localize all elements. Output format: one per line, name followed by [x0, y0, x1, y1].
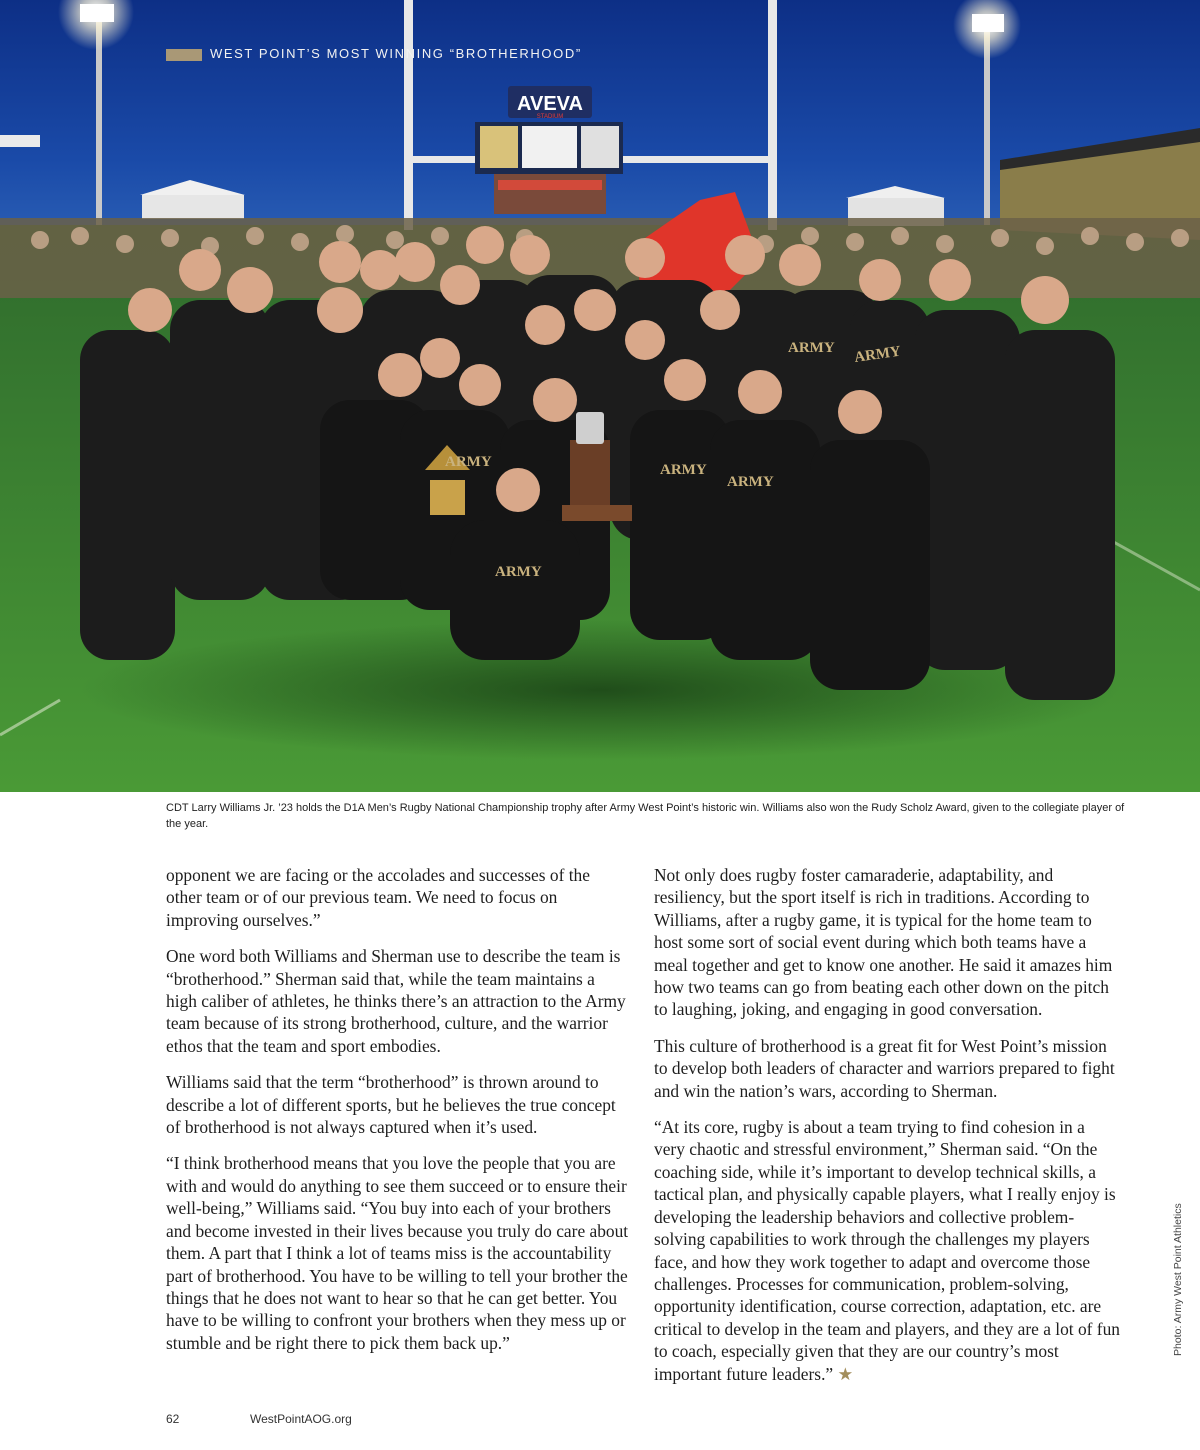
- section-marker: [166, 49, 202, 61]
- stadium-sign-sub: STADIUM: [536, 114, 564, 120]
- paragraph: opponent we are facing or the accolades and successes of the other team or of our previous team. We need to focus on improving ourselves.”: [166, 865, 590, 930]
- photo-credit: Photo: Army West Point Athletics: [1172, 1203, 1184, 1356]
- paragraph: Williams said that the term “brotherhood” is thrown around to describe a lot of different sports, but he believes the true concept of brotherhood is not always captured when it’s used.: [166, 1072, 616, 1138]
- stadium-sign: AVEVA: [517, 93, 583, 115]
- svg-text:ARMY: ARMY: [495, 564, 542, 580]
- paragraph: This culture of brotherhood is a great fit for West Point’s mission to develop both leaders of character and warriors prepared to fight and win the nation’s wars, according to Sherman.: [654, 1035, 1115, 1101]
- website-url: WestPointAOG.org: [250, 1412, 352, 1426]
- tent-left: [140, 180, 245, 219]
- svg-text:ARMY: ARMY: [788, 340, 835, 356]
- section-header: WEST POINT’S MOST WINNING “BROTHERHOOD”: [210, 46, 582, 61]
- svg-text:ARMY: ARMY: [445, 454, 492, 470]
- photo-caption: CDT Larry Williams Jr. ’23 holds the D1A Men’s Rugby National Championship trophy after Army West Point’s historic win. Williams also won the Rudy Scholz Award, given to the collegiate player of the year.: [166, 802, 1125, 830]
- article-column-left: [166, 864, 630, 1368]
- light-tower-left: [58, 0, 134, 225]
- paragraph-final: [654, 1116, 1120, 1385]
- paragraph: “I think brotherhood means that you love the people that you are with and would do anything to see them succeed or to ensure their well-being,” Williams said. “You buy into each of your brothers and become invested in their lives because you truly do care about them. A part that I think a lot of teams miss is the accountability part of brotherhood. You have to be willing to tell your brother the things that he does not want to hear so that he can get better. You have to be willing to confront your brothers when they mess up or stumble and be right there to pick them back up.”: [166, 1153, 629, 1353]
- paragraph: Not only does rugby foster camaraderie, adaptability, and resiliency, but the sport itself is rich in traditions. According to Williams, after a rugby game, it is typical for the home team to host some sort of social event during which both teams have a meal together and get to know one another. He said it amazes him how two teams can go from beating each other down on the pitch to laughing, joking, and engaging in good conversation.: [654, 865, 1113, 1020]
- end-of-article-star-icon: ★: [837, 1363, 854, 1384]
- svg-text:ARMY: ARMY: [660, 462, 707, 478]
- article-column-right: [654, 864, 1120, 1399]
- page-number: 62: [166, 1412, 180, 1426]
- paragraph-final-text: “At its core, rugby is about a team trying to find cohesion in a very chaotic and stressful environment,” Sherman said. “On the coaching side, while it’s important to develop technical skills, a tactical plan, and physically capable players, what I really enjoy is developing the leadership behaviors and collective problem-solving capabilities to work through the challenges my players face, and how they work together to adapt and overcome those challenges. Processes for communication, problem-solving, opportunity identification, course correction, adaptation, etc. are critical to develop in the team and players, and they are a lot of fun to coach, especially given that they are our country’s most important future leaders.”: [654, 1117, 1120, 1384]
- scoreboard: [475, 86, 623, 214]
- paragraph: One word both Williams and Sherman use to describe the team is “brotherhood.” Sherman said that, while the team maintains a high caliber of athletes, he thinks there’s an attraction to the Army team because of its strong brotherhood, culture, and the warrior ethos that the team and sport embodies.: [166, 946, 626, 1056]
- svg-text:ARMY: ARMY: [727, 474, 774, 490]
- svg-text:ARMY: ARMY: [853, 343, 902, 366]
